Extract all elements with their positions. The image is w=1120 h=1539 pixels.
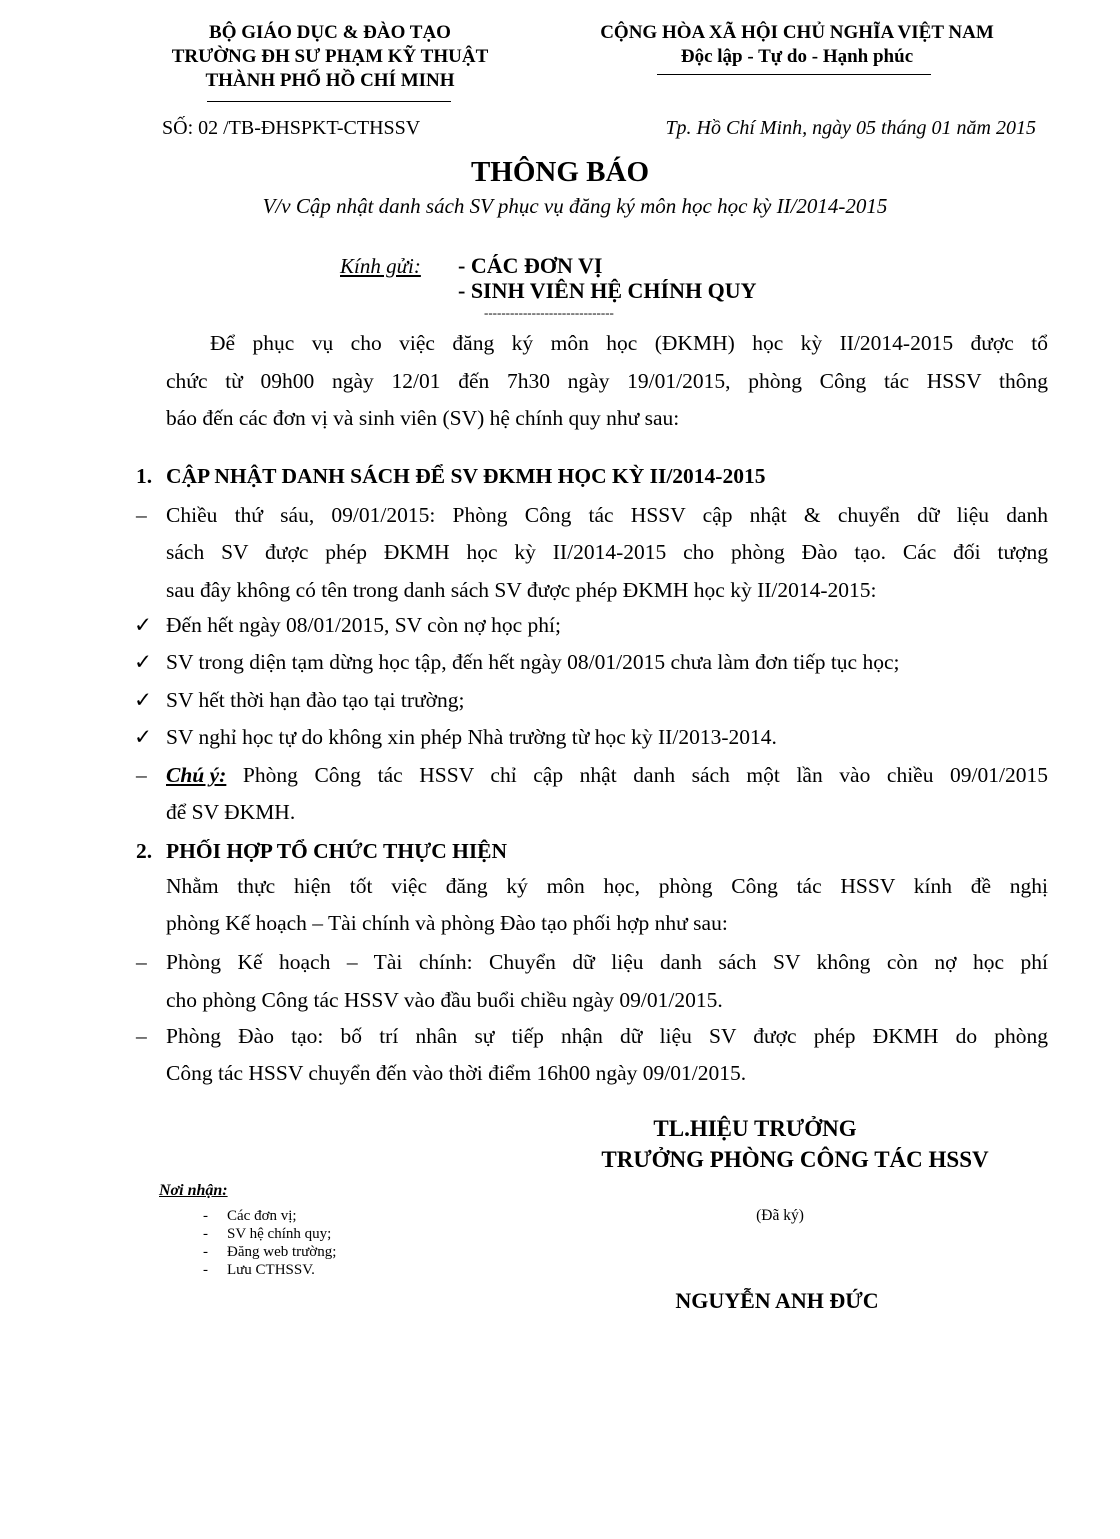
intro-line: Để phục vụ cho việc đăng ký môn học (ĐKMH) học kỳ II/2014-2015 được tổ [210, 331, 1048, 355]
section-number: 2. [136, 839, 153, 863]
place-date: Tp. Hồ Chí Minh, ngày 05 tháng 01 năm 2015 [665, 117, 1036, 139]
section-heading: PHỐI HỢP TỔ CHỨC THỰC HIỆN [166, 839, 508, 863]
bullet-icon: - [203, 1244, 208, 1260]
dash-icon: – [136, 503, 147, 527]
dash-icon: – [136, 950, 147, 974]
check-icon: ✓ [134, 688, 153, 712]
distribution-list [203, 1207, 336, 1279]
dash-icon: – [136, 1024, 147, 1048]
divider [657, 74, 931, 75]
check-icon: ✓ [134, 650, 153, 674]
distribution-item [203, 1261, 336, 1279]
section-heading: CẬP NHẬT DANH SÁCH ĐỂ SV ĐKMH HỌC KỲ II/2014-2015 [166, 464, 766, 488]
dash-icon: – [136, 763, 147, 787]
note-line: để SV ĐKMH. [166, 800, 296, 824]
note-line [166, 762, 1048, 788]
distribution-text: Các đơn vị; [227, 1208, 297, 1224]
ministry: BỘ GIÁO DỤC & ĐÀO TẠO [209, 22, 451, 43]
distribution-text: Đăng web trường; [227, 1244, 337, 1260]
document-number: SỐ: 02 /TB-ĐHSPKT-CTHSSV [162, 117, 421, 139]
separator: ------------------------------ [484, 305, 614, 320]
distribution-text: Lưu CTHSSV. [227, 1262, 315, 1278]
section-number: 1. [136, 464, 153, 488]
subtitle: V/v Cập nhật danh sách SV phục vụ đăng ký môn học học kỳ II/2014-2015 [262, 194, 888, 218]
national-title: CỘNG HÒA XÃ HỘI CHỦ NGHĨA VIỆT NAM [600, 22, 994, 43]
divider [207, 101, 451, 102]
city: THÀNH PHỐ HỒ CHÍ MINH [205, 70, 455, 91]
paragraph-line: Nhằm thực hiện tốt việc đăng ký môn học, phòng Công tác HSSV kính đề nghị [166, 874, 1048, 898]
list-item: sách SV được phép ĐKMH học kỳ II/2014-2015 cho phòng Đào tạo. Các đối tượng [166, 540, 1048, 564]
list-item: sau đây không có tên trong danh sách SV được phép ĐKMH học kỳ II/2014-2015: [166, 578, 877, 602]
intro-line: chức từ 09h00 ngày 12/01 đến 7h30 ngày 19/01/2015, phòng Công tác HSSV thông [166, 369, 1048, 393]
recipients-label: Kính gửi: [340, 254, 421, 278]
recipient: - SINH VIÊN HỆ CHÍNH QUY [458, 278, 757, 303]
list-item: cho phòng Công tác HSSV vào đầu buổi chiều ngày 09/01/2015. [166, 988, 723, 1012]
list-item: Chiều thứ sáu, 09/01/2015: Phòng Công tác HSSV cập nhật & chuyển dữ liệu danh [166, 503, 1048, 527]
signature-position: TRƯỞNG PHÒNG CÔNG TÁC HSSV [601, 1147, 989, 1172]
recipient: - CÁC ĐƠN VỊ [458, 253, 603, 278]
list-item: SV nghỉ học tự do không xin phép Nhà trường từ học kỳ II/2013-2014. [166, 725, 777, 749]
bullet-icon: - [203, 1262, 208, 1278]
note-text: Phòng Công tác HSSV chỉ cập nhật danh sách một lần vào chiều 09/01/2015 [226, 763, 1048, 787]
distribution-label: Nơi nhận: [159, 1182, 228, 1199]
list-item: Phòng Đào tạo: bố trí nhân sự tiếp nhận dữ liệu SV được phép ĐKMH do phòng [166, 1024, 1048, 1048]
distribution-item [203, 1207, 336, 1225]
header-left [172, 21, 489, 93]
distribution-text: SV hệ chính quy; [227, 1226, 332, 1242]
list-item: SV hết thời hạn đào tạo tại trường; [166, 688, 465, 712]
paragraph-line: phòng Kế hoạch – Tài chính và phòng Đào tạo phối hợp như sau: [166, 911, 728, 935]
note-label: Chú ý: [166, 763, 227, 787]
check-icon: ✓ [134, 725, 153, 749]
signer-name: NGUYỄN ANH ĐỨC [675, 1288, 879, 1313]
bullet-icon: - [203, 1208, 208, 1224]
signed-note: (Đã ký) [756, 1207, 804, 1224]
signature-title: TL.HIỆU TRƯỞNG [653, 1116, 857, 1141]
bullet-icon: - [203, 1226, 208, 1242]
distribution-item [203, 1243, 336, 1261]
check-icon: ✓ [134, 613, 153, 637]
university: TRƯỜNG ĐH SƯ PHẠM KỸ THUẬT [171, 46, 489, 67]
header-right [600, 21, 994, 69]
page-title: THÔNG BÁO [470, 156, 650, 188]
list-item: SV trong diện tạm dừng học tập, đến hết ngày 08/01/2015 chưa làm đơn tiếp tục học; [166, 650, 900, 674]
list-item: Phòng Kế hoạch – Tài chính: Chuyển dữ liệu danh sách SV không còn nợ học phí [166, 950, 1048, 974]
distribution-item [203, 1225, 336, 1243]
intro-line: báo đến các đơn vị và sinh viên (SV) hệ chính quy như sau: [166, 406, 680, 430]
motto: Độc lập - Tự do - Hạnh phúc [680, 46, 914, 67]
list-item: Công tác HSSV chuyển đến vào thời điểm 16h00 ngày 09/01/2015. [166, 1061, 747, 1085]
list-item: Đến hết ngày 08/01/2015, SV còn nợ học phí; [166, 613, 561, 637]
